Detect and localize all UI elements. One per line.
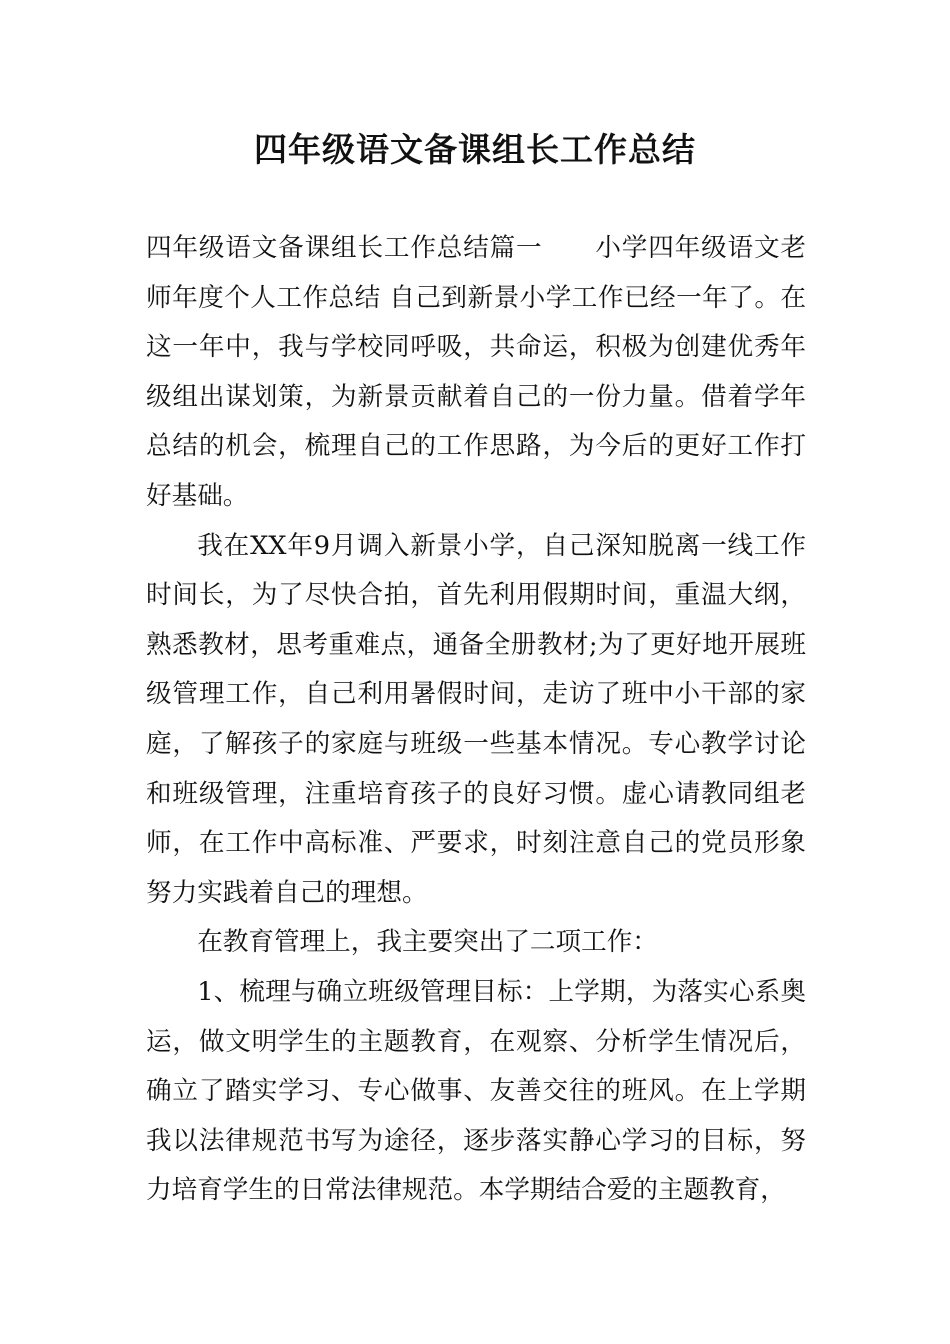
document-title: 四年级语文备课组长工作总结 <box>254 130 696 169</box>
paragraph-transfer: 我在XX年9月调入新景小学，自己深知脱离一线工作时间长，为了尽快合拍，首先利用假期时间，重温大纲，熟悉教材，思考重难点，通备全册教材;为了更好地开展班级管理工作，自己利用暑假时间，走访了班中小干部的家庭，了解孩子的家庭与班级一些基本情况。专心教学讨论和班级管理，注重培育孩子的良好习惯。虚心请教同组老师，在工作中高标准、严要求，时刻注意自己的党员形象努力实践着自己的理想。 <box>146 530 806 908</box>
paragraph-education-management: 在教育管理上，我主要突出了二项工作： <box>197 927 658 958</box>
paragraph-intro: 四年级语文备课组长工作总结篇一 小学四年级语文老师年度个人工作总结 自己到新景小学工作已经一年了。在这一年中，我与学校同呼吸，共命运，积极为创建优秀年级组出谋划策，为新景贡献着自己的一份力量。借着学年总结的机会，梳理自己的工作思路，为今后的更好工作打好基础。 <box>146 233 806 511</box>
paragraph-class-goals: 1、梳理与确立班级管理目标：上学期，为落实心系奥运，做文明学生的主题教育，在观察、分析学生情况后，确立了踏实学习、专心做事、友善交往的班风。在上学期我以法律规范书写为途径，逐步落实静心学习的目标，努力培育学生的日常法律规范。本学期结合爱的主题教育， <box>146 976 806 1206</box>
document-body <box>146 224 806 1216</box>
